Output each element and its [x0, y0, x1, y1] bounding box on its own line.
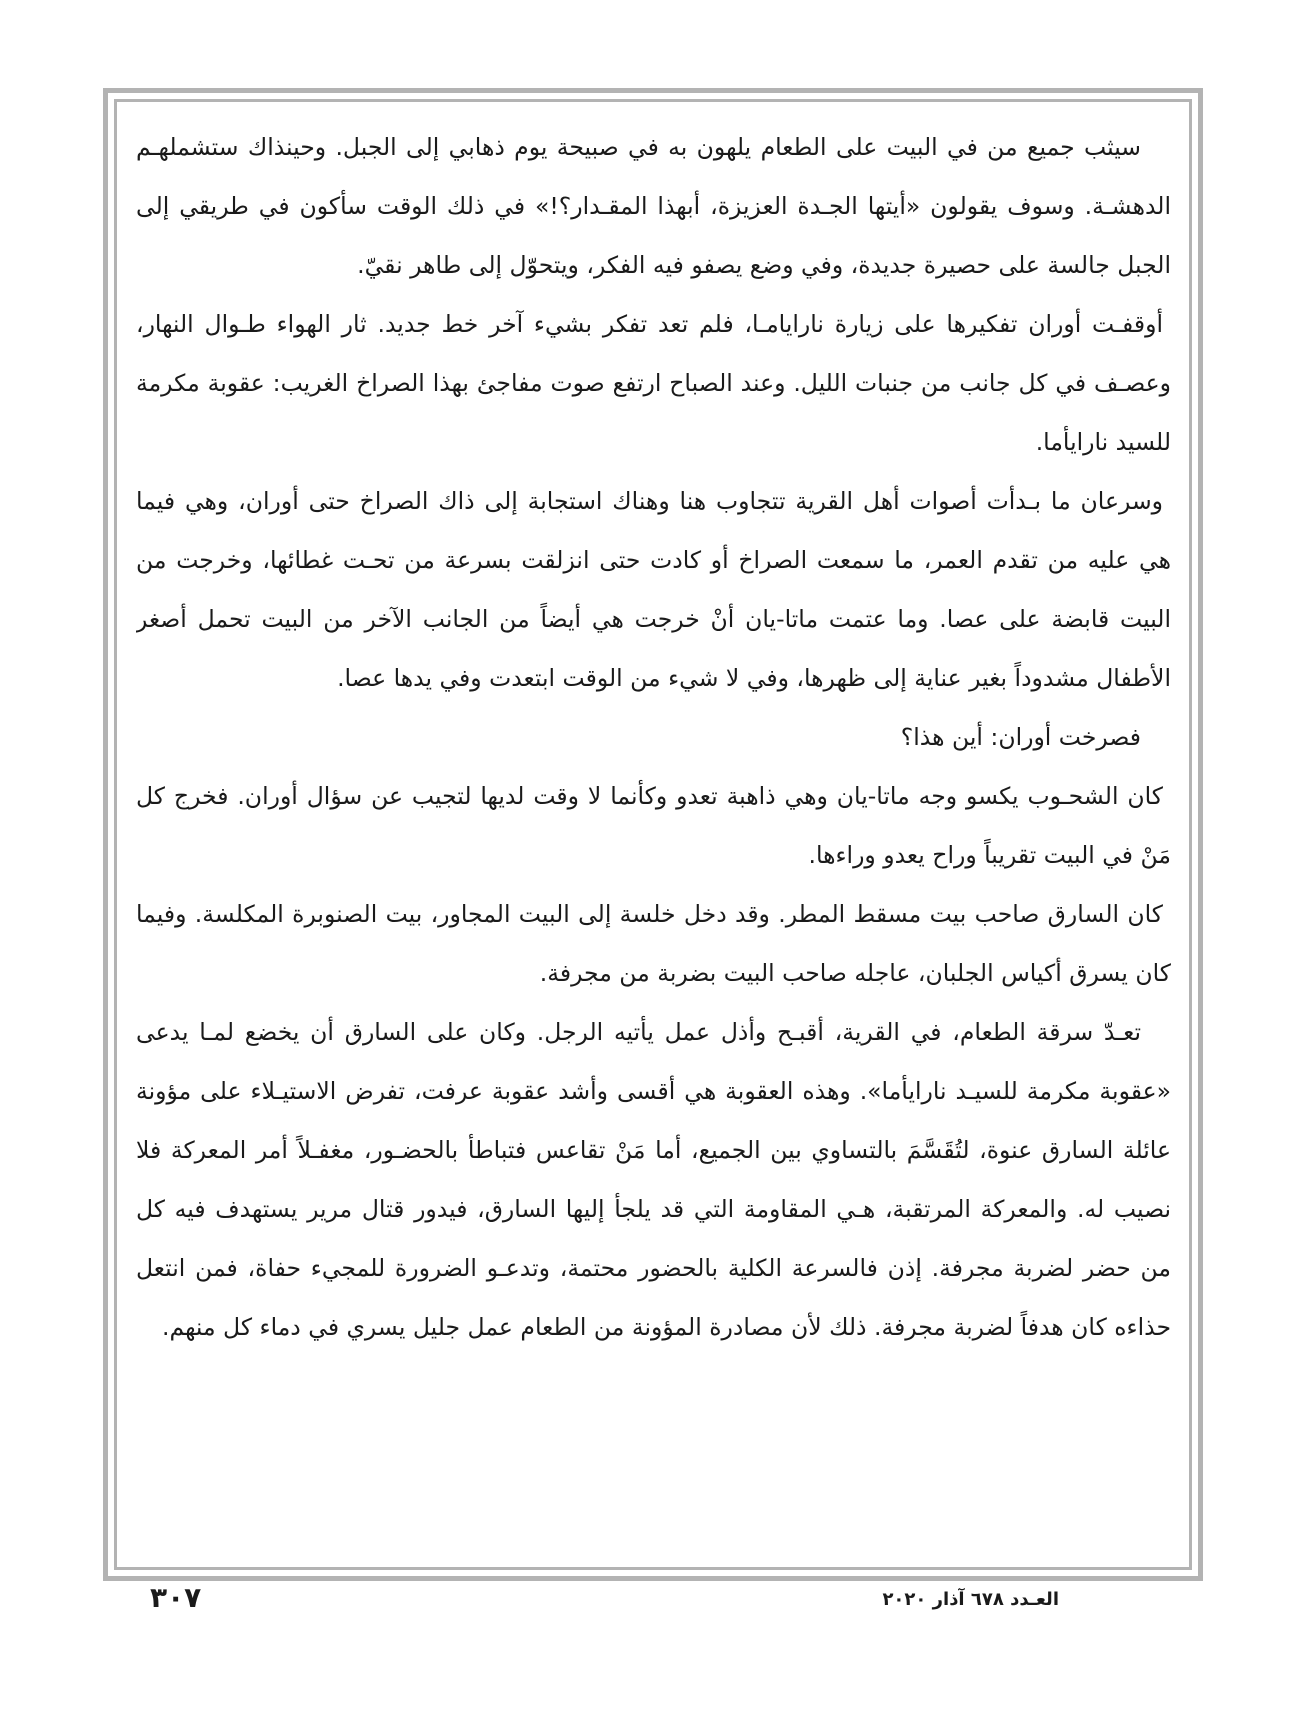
paragraph: سيثب جميع من في البيت على الطعام يلهون به في صبيحة يوم ذهابي إلى الجبل. وحينذاك ستشملهـم الدهشـة. وسوف يقولون «أيتها الجـدة العزيزة، أبهذا المقـدار؟!» في ذلك الوقت سأكون في طريقي إلى الجبل جالسة على حصيرة جديدة، وفي وضع يصفو فيه الفكر، ويتحوّل إلى طاهر نقيّ. — [136, 133, 1171, 279]
paragraph: كان السارق صاحب بيت مسقط المطر. وقد دخل خلسة إلى البيت المجاور، بيت الصنوبرة المكلسة. وفيما كان يسرق أكياس الجلبان، عاجله صاحب البيت بضربة من مجرفة. — [136, 900, 1171, 987]
paragraph: تعـدّ سرقة الطعام، في القرية، أقبـح وأذل عمل يأتيه الرجل. وكان على السارق أن يخضع لمـا يدعى «عقوبة مكرمة للسيـد نارايأما». وهذه العقوبة هي أقسى وأشد عقوبة عرفت، تفرض الاستيـلاء على مؤونة عائلة السارق عنوة، لتُقَسَّمَ بالتساوي بين الجميع، أما مَنْ تقاعس فتباطأ بالحضـور، مغفـلاً أمر المعركة فلا نصيب له. والمعركة المرتقبة، هـي المقاومة التي قد يلجأ إليها السارق، فيدور قتال مرير يستهدف فيه كل من حضر لضربة مجرفة. إذن فالسرعة الكلية بالحضور محتمة، وتدعـو الضرورة للمجيء حفاة، فمن انتعل حذاءه كان هدفاً لضربة مجرفة. ذلك لأن مصادرة المؤونة من الطعام عمل جليل يسري في دماء كل منهم. — [136, 1018, 1171, 1341]
paragraph: كان الشحـوب يكسو وجه ماتا-يان وهي ذاهبة تعدو وكأنما لا وقت لديها لتجيب عن سؤال أوران. فخرج كل مَنْ في البيت تقريباً وراح يعدو وراءها. — [136, 782, 1171, 869]
paragraph: فصرخت أوران: أين هذا؟ — [900, 723, 1141, 751]
page-number: ٣٠٧ — [150, 1581, 202, 1614]
paragraph: أوقفـت أوران تفكيرها على زيارة نارايامـا، فلم تعد تفكر بشيء آخر خط جديد. ثار الهواء طـوال النهار، وعصـف في كل جانب من جنبات الليل. وعند الصباح ارتفع صوت مفاجئ بهذا الصراخ الغريب: عقوبة مكرمة للسيد نارايأما. — [136, 310, 1171, 456]
article-body — [136, 118, 1171, 1558]
issue-label: العـدد ٦٧٨ آذار ٢٠٢٠ — [882, 1589, 1059, 1610]
paragraph: وسرعان ما بـدأت أصوات أهل القرية تتجاوب هنا وهناك استجابة إلى ذاك الصراخ حتى أوران، وهي فيما هي عليه من تقدم العمر، ما سمعت الصراخ أو كادت حتى انزلقت بسرعة من تحـت غطائها، وخرجت من البيت قابضة على عصا. وما عتمت ماتا-يان أنْ خرجت هي أيضاً من الجانب الآخر من البيت تحمل أصغر الأطفال مشدوداً بغير عناية إلى ظهرها، وفي لا شيء من الوقت ابتعدت وفي يدها عصا. — [136, 487, 1171, 692]
